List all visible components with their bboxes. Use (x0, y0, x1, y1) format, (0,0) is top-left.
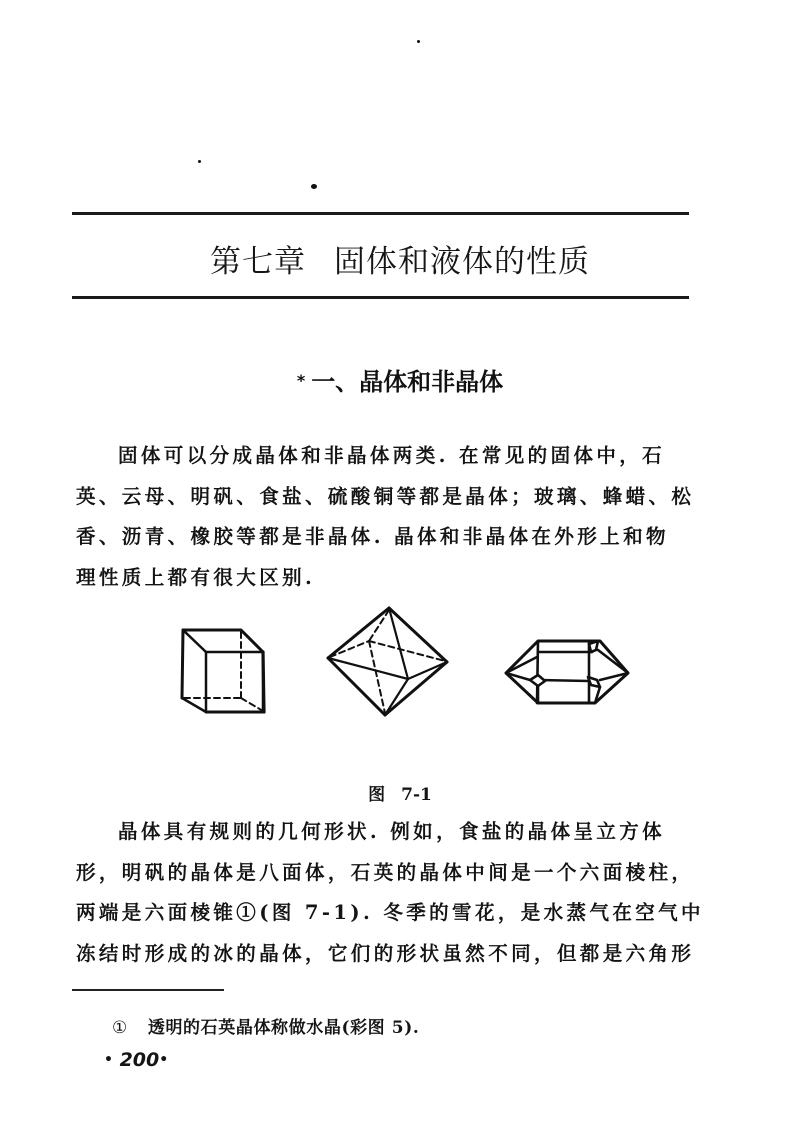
figure-label: 图 (368, 785, 386, 805)
text-line: 冻结时形成的冰的晶体，它们的形状虽然不同，但都是六角形 (76, 941, 695, 965)
text-line: 晶体具有规则的几何形状. 例如，食盐的晶体呈立方体 (118, 820, 666, 843)
text-line: 形，明矾的晶体是八面体，石英的晶体中间是一个六面棱柱， (76, 860, 695, 884)
section-title: 晶体和非晶体 (359, 368, 504, 396)
page-number-value: 200 (119, 1049, 160, 1071)
footnote-rule (72, 989, 224, 991)
octahedron-crystal-illustration (328, 608, 447, 715)
figure-number: 7-1 (401, 785, 432, 805)
page-number-left-dot: • (104, 1052, 113, 1068)
text-line: 香、沥青、橡胶等都是非晶体. 晶体和非晶体在外形上和物 (76, 525, 669, 548)
text-line: 英、云母、明矾、食盐、硫酸铜等都是晶体；玻璃、蜂蜡、松 (76, 484, 695, 508)
page-number-right-dot: • (159, 1052, 169, 1068)
paragraph-crystal-shapes (76, 812, 704, 974)
chapter-name: 固体和液体的性质 (334, 244, 590, 280)
cube-crystal-illustration (182, 630, 264, 712)
footnote-mark: ① (112, 1018, 128, 1038)
text-line: 两端是六面棱锥①(图 7-1). 冬季的雪花，是水蒸气在空气中 (76, 901, 704, 924)
chapter-number: 第七章 (210, 244, 306, 280)
page-number (104, 1049, 168, 1071)
footnote (112, 1013, 419, 1038)
text-line: 理性质上都有很大区别. (76, 565, 316, 589)
section-number: 一、 (311, 368, 360, 396)
figure-caption (0, 780, 800, 805)
optional-section-marker: * (296, 371, 306, 390)
quartz-crystal-illustration (506, 641, 628, 703)
footnote-text: 透明的石英晶体称做水晶(彩图 5). (147, 1018, 420, 1038)
text-line: 固体可以分成晶体和非晶体两类. 在常见的固体中，石 (118, 444, 666, 467)
